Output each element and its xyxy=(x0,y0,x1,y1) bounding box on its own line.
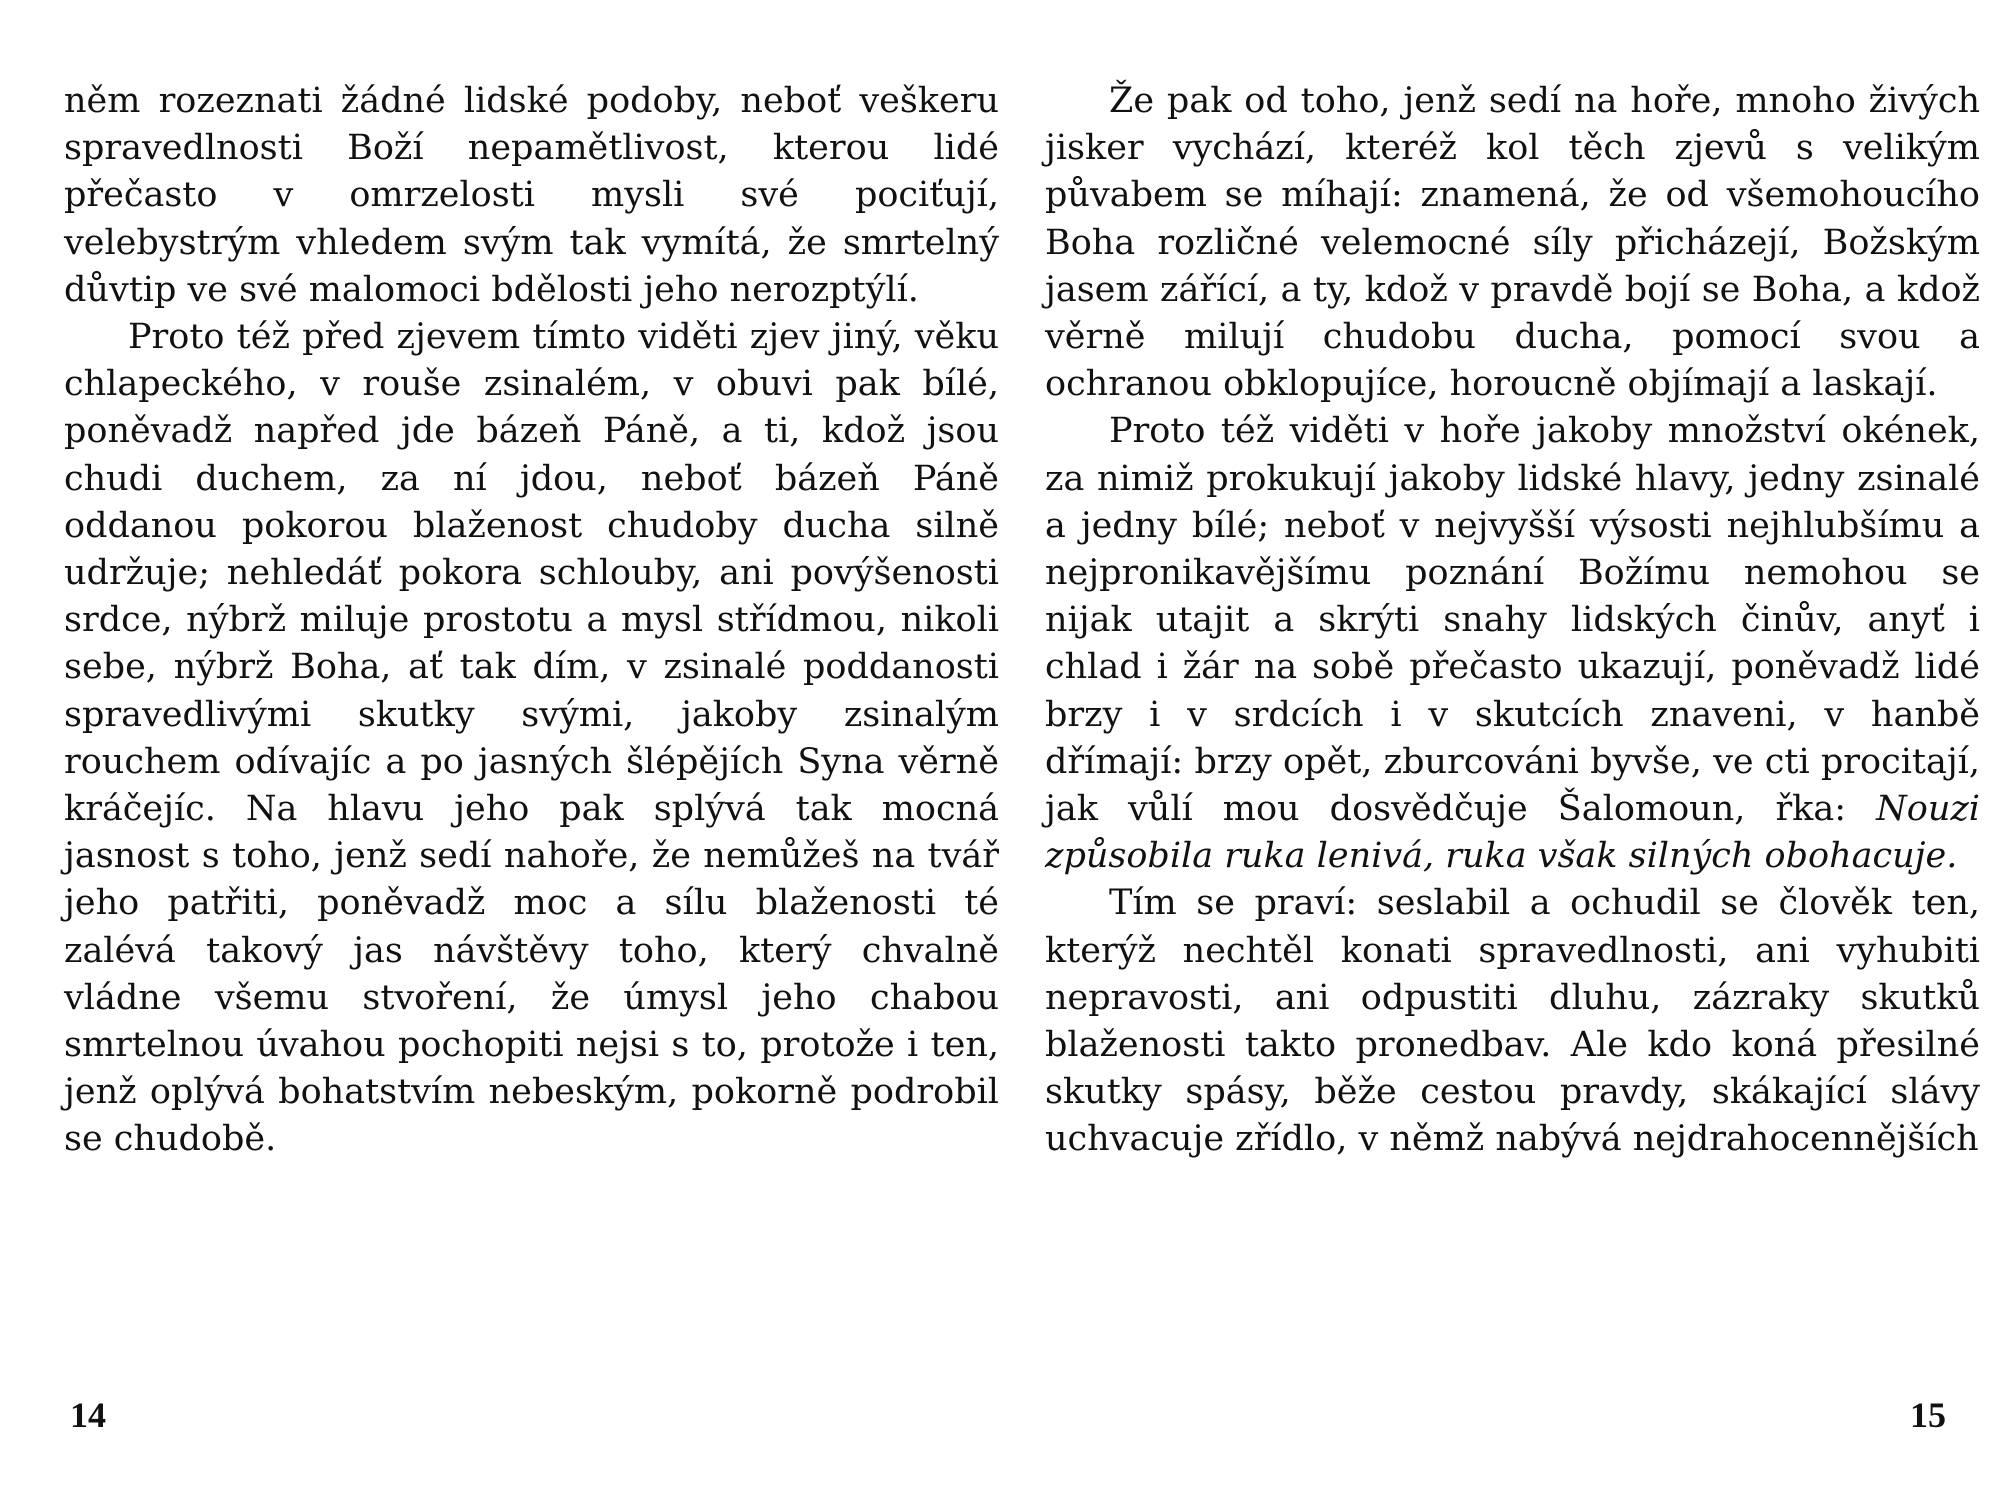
right-paragraph-2 xyxy=(1045,408,1980,880)
left-paragraph-1: něm rozeznati žádné lidské podoby, neboť veškeru spravedlnosti Boží nepamětlivost, kterou lidé přečasto v omrzelosti mysli své pociťují, velebystrým vhledem svým tak vymítá, že smrtelný důvtip ve své malomoci bdělosti jeho nerozptýlí. xyxy=(64,81,999,310)
right-page-text xyxy=(1045,78,1980,1164)
right-page xyxy=(1045,78,1980,1164)
right-paragraph-1: Že pak od toho, jenž sedí na hoře, mnoho živých jisker vychází, kteréž kol těch zjevů s velikým půvabem se míhají: znamená, že od všemohoucího Boha rozličné velemocné síly přicházejí, Božským jasem zářící, a ty, kdož v pravdě bojí se Boha, a kdož věrně milují chudobu ducha, pomocí svou a ochranou obklopujíce, horoucně objímají a laskají. xyxy=(1045,81,1980,405)
page-number-left: 14 xyxy=(70,1395,106,1435)
scripture-quote: Nouzi způsobila ruka lenivá, ruka však silných obohacuje. xyxy=(1045,789,1980,877)
page-number-right: 15 xyxy=(1910,1395,1946,1435)
left-page xyxy=(64,78,999,1164)
left-paragraph-2: Proto též před zjevem tímto viděti zjev jiný, věku chlapeckého, v rouše zsinalém, v obuvi pak bílé, poněvadž napřed jde bázeň Páně, a ti, kdož jsou chudi duchem, za ní jdou, neboť bázeň Páně oddanou pokorou blaženost chudoby ducha silně udržuje; nehledáť pokora schlouby, ani povýšenosti srdce, nýbrž miluje prostotu a mysl střídmou, nikoli sebe, nýbrž Boha, ať tak dím, v zsinalé poddanosti spravedlivými skutky svými, jakoby zsinalým rouchem odívajíc a po jasných šlépějích Syna věrně kráčejíc. Na hlavu jeho pak splývá tak mocná jasnost s toho, jenž sedí nahoře, že nemůžeš na tvář jeho patřiti, poněvadž moc a sílu blaženosti té zalévá takový jas návštěvy toho, který chvalně vládne všemu stvoření, že úmysl jeho chabou smrtelnou úvahou pochopiti nejsi s to, protože i ten, jenž oplývá bohatstvím nebeským, pokorně podrobil se chudobě. xyxy=(64,317,999,1160)
right-paragraph-3: Tím se praví: seslabil a ochudil se člověk ten, kterýž nechtěl konati spravedlnosti, ani vyhubiti nepravosti, ani odpustiti dluhu, zázraky skutků blaženosti takto pronedbav. Ale kdo koná přesilné skutky spásy, běže cestou pravdy, skákající slávy uchvacuje zřídlo, v němž nabývá nejdrahocennějších xyxy=(1045,883,1980,1160)
left-page-text xyxy=(64,78,999,1164)
right-paragraph-2-text: Proto též viděti v hoře jakoby množství okének, za nimiž prokukují jakoby lidské hlavy, jedny zsinalé a jedny bílé; neboť v nejvyšší výsosti nejhlubšímu a nejpronikavějšímu poznání Božímu nemohou se nijak utajit a skrýti snahy lidských činův, anyť i chlad i žár na sobě přečasto ukazují, poněvadž lidé brzy i v srdcích i v skutcích znaveni, v hanbě dřímají: brzy opět, zburcováni byvše, ve cti procitají, jak vůlí mou dosvědčuje Šalomoun, řka: xyxy=(1045,411,1980,830)
